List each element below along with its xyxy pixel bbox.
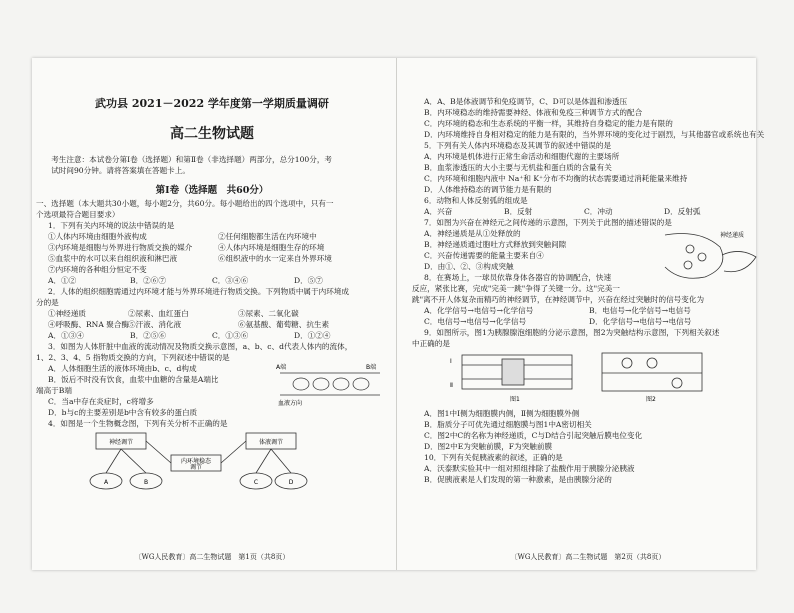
concept-label: 调节 <box>189 464 203 471</box>
q6-options <box>412 206 764 217</box>
q2-item: ⑥氨基酸、葡萄糖、抗生素 <box>238 320 330 329</box>
question-stem: 10．下列有关促胰液素的叙述，正确的是 <box>424 453 563 462</box>
question-stem: 中正确的是 <box>412 339 450 348</box>
page-footer: 〔WG人民教育〕高二生物试题 第2页（共8页） <box>510 552 666 561</box>
option: A．人体细胞生活的液体环境由b、c、d构成 <box>48 364 197 373</box>
option: D．化学信号→电信号→电信号 <box>589 317 692 326</box>
section-intro: 个选项最符合题目要求） <box>36 210 120 219</box>
question-stem: 3．如图为人体肝脏中血液的流动情况及物质交换示意图，a、b、c、d代表人体内的流体， <box>48 342 353 351</box>
q1-item: ⑥组织液中的水一定来自外界环境 <box>218 254 332 263</box>
question-stem: 9．如图所示，图1为胰腺腺泡细胞的分泌示意图，图2为突触结构示意图，下列相关叙述 <box>424 328 720 337</box>
fig-label: 神经递质 <box>720 232 745 239</box>
instruction-line: 考生注意：本试卷分第Ⅰ卷（选择题）和第Ⅱ卷（非选择题）两部分，总分100分，考 <box>51 155 333 165</box>
concept-map-diagram <box>76 429 316 499</box>
fig-label: 血液方向 <box>278 400 303 407</box>
q1-item: ⑤血浆中的水可以来自组织液和淋巴液 <box>48 254 178 263</box>
fig-label: B端 <box>366 364 377 371</box>
fig-label: Ⅰ <box>450 358 452 365</box>
question-stem: 跳"离不开人体复杂而精巧的神经调节，在神经调节中，兴奋在经过突触时的信号变化为 <box>412 295 705 304</box>
option: C．内环境的稳态和生态系统的平衡一样，其维持自身稳定的能力是有限的 <box>424 119 673 128</box>
option: A．沃泰默实验其中一组对照组排除了盐酸作用于胰腺分泌胰液 <box>424 464 635 473</box>
option: A．化学信号→电信号→化学信号 <box>424 306 534 315</box>
question-4-options <box>412 96 764 140</box>
option: D．①②④ <box>294 331 331 340</box>
question-10 <box>412 452 764 485</box>
exam-subject-title: 高二生物试题 <box>170 125 254 142</box>
concept-label: C <box>253 479 259 486</box>
exam-header-title: 武功县 2021－2022 学年度第一学期质量调研 <box>95 97 329 110</box>
option: D．由①、②、③构成突触 <box>424 262 514 271</box>
q2-item: ②尿素、血红蛋白 <box>128 309 189 318</box>
option: B．②⑤⑥ <box>130 331 166 340</box>
option: B．血浆渗透压的大小主要与无机盐和蛋白质的含量有关 <box>424 163 612 172</box>
question-stem: 分的是 <box>36 298 59 307</box>
option: B．②⑥⑦ <box>130 276 166 285</box>
option: D．⑤⑦ <box>294 276 323 285</box>
concept-label: 体液调节 <box>258 439 284 446</box>
question-stem: 5．下列有关人体内环境稳态及其调节的叙述中错误的是 <box>424 141 612 150</box>
question-stem: 1、2、3、4、5 指物质交换的方向，下列叙述中错误的是 <box>36 353 230 362</box>
option: C．兴奋传递需要的能量主要来自④ <box>424 251 544 260</box>
q2-items-row <box>36 308 388 319</box>
question-stem: 4．如图是一个生物概念图，下列有关分析不正确的是 <box>48 419 228 428</box>
question-stem: 7．如图为兴奋在神经元之间传递的示意图，下列关于此图的描述错误的是 <box>424 218 672 227</box>
fig-label: 图1 <box>510 396 520 403</box>
q1-items-row <box>36 242 388 253</box>
option: C．图2中C的名称为神经递质，C与D结合引起突触后膜电位变化 <box>424 431 643 440</box>
page-fold <box>396 58 397 570</box>
concept-label: 神经调节 <box>108 439 134 446</box>
question-9 <box>412 327 764 452</box>
option: B．神经递质通过胞吐方式释放到突触间隙 <box>424 240 567 249</box>
exam-page-1 <box>36 58 388 570</box>
q1-item: ④人体内环境是细胞生存的环境 <box>218 243 325 252</box>
q2-item: ④呼吸酶、RNA 聚合酶 <box>48 320 130 329</box>
fig-label: A端 <box>276 364 287 371</box>
question-7 <box>412 217 764 272</box>
option: A．图1中Ⅰ侧为细胞膜内侧，Ⅱ侧为细胞膜外侧 <box>424 409 580 418</box>
q1-options <box>36 275 388 286</box>
section-intro: 一、选择题（本大题共30小题，每小题2分，共60分。每小题给出的四个选项中，只有一 <box>36 199 334 208</box>
instruction-line: 试时间90分钟。请将答案填在答题卡上。 <box>51 166 190 176</box>
q2-items-row <box>36 319 388 330</box>
concept-label: B <box>143 479 149 486</box>
option: B．脂质分子可优先通过细胞膜与图1中A密切相关 <box>424 420 592 429</box>
option: B．电信号→化学信号→电信号 <box>589 306 691 315</box>
q2-options <box>36 330 388 341</box>
liver-blood-flow-diagram <box>276 359 386 409</box>
q1-item: ①人体内环境由细胞外液构成 <box>48 232 147 241</box>
question-stem: 8．在赛场上，一球员依靠身体各器官的协调配合，快速 <box>424 273 612 282</box>
q1-items-row <box>36 253 388 264</box>
question-stem: 2．人体的组织细胞需通过内环境才能与外界环境进行物质交换。下列物质中属于内环境成 <box>48 287 349 296</box>
option: A．内环境是机体进行正常生命活动和细胞代谢的主要场所 <box>424 152 620 161</box>
membrane-synapse-figures <box>442 349 742 405</box>
question-1 <box>36 220 388 286</box>
option: D．人体维持稳态的调节能力是有限的 <box>424 185 552 194</box>
option: A．A、B是体液调节和免疫调节，C、D可以是体温和渗透压 <box>424 97 628 106</box>
option: A．神经递质是从①处释放的 <box>424 229 521 238</box>
q8-options-row <box>412 316 764 327</box>
synapse-diagram <box>660 227 760 287</box>
q8-options-row <box>412 305 764 316</box>
option: C．冲动 <box>584 207 613 216</box>
option: B．反射 <box>504 207 533 216</box>
option: 端高于B端 <box>36 386 72 395</box>
fig-label: Ⅱ <box>450 382 453 389</box>
option: B．促胰液素是人们发现的第一种激素，是由胰腺分泌的 <box>424 475 612 484</box>
option: A．兴奋 <box>424 207 453 216</box>
question-stem: 反应，紧张比赛，完成"完美一跳"争得了关键一分。这"完美一 <box>412 284 620 293</box>
option: A．①③④ <box>48 331 84 340</box>
question-4 <box>36 418 388 502</box>
q2-item: ⑤汗液、消化液 <box>128 320 182 329</box>
concept-label: 内环境稳态 <box>180 458 212 465</box>
option: A．①② <box>48 276 77 285</box>
question-stem: 1．下列有关内环境的说法中错误的是 <box>48 221 175 230</box>
option: D．b与c的主要差别是b中含有较多的蛋白质 <box>48 408 198 417</box>
option: C．当a中存在炎症时，c将增多 <box>48 397 154 406</box>
section-title: 第Ⅰ卷（选择题 共60分） <box>155 185 269 197</box>
instructions <box>36 154 388 176</box>
q2-item: ①神经递质 <box>48 309 86 318</box>
option: B．内环境稳态的维持需要神经、体液和免疫三种调节方式的配合 <box>424 108 643 117</box>
q1-items-row <box>36 264 388 275</box>
option: C．③④⑥ <box>212 276 249 285</box>
q1-item: ③内环境是细胞与外界进行物质交换的媒介 <box>48 243 193 252</box>
option: C．内环境和细胞内液中 Na⁺和 K⁺分布不均衡的状态需要通过消耗能量来维持 <box>424 174 688 183</box>
q1-item: ⑦内环境的各种组分恒定不变 <box>48 265 147 274</box>
question-3 <box>36 341 388 418</box>
exam-page-2 <box>412 58 764 570</box>
question-stem: 6．动物和人体反射弧的组成是 <box>424 196 528 205</box>
concept-label: D <box>288 479 294 486</box>
question-5 <box>412 140 764 195</box>
q1-items-row <box>36 231 388 242</box>
fig-label: 图2 <box>646 396 656 403</box>
option: D．图2中E为突触前膜，F为突触前膜 <box>424 442 553 451</box>
page-footer: 〔WG人民教育〕高二生物试题 第1页（共8页） <box>134 552 290 561</box>
option: B．饭后不时没有饮食，血浆中血糖的含量是A端比 <box>48 375 219 384</box>
question-2 <box>36 286 388 341</box>
question-6 <box>412 195 764 217</box>
option: C．电信号→电信号→化学信号 <box>424 317 527 326</box>
option: D．内环境维持自身相对稳定的能力是有限的，当外界环境的变化过于剧烈，与其他器官或系统也有关 <box>424 130 764 139</box>
option: D．反射弧 <box>664 207 701 216</box>
q2-item: ③尿素、二氧化碳 <box>238 309 299 318</box>
q1-item: ②任何细胞都生活在内环境中 <box>218 232 317 241</box>
concept-label: A <box>103 479 109 486</box>
option: C．①③⑥ <box>212 331 249 340</box>
